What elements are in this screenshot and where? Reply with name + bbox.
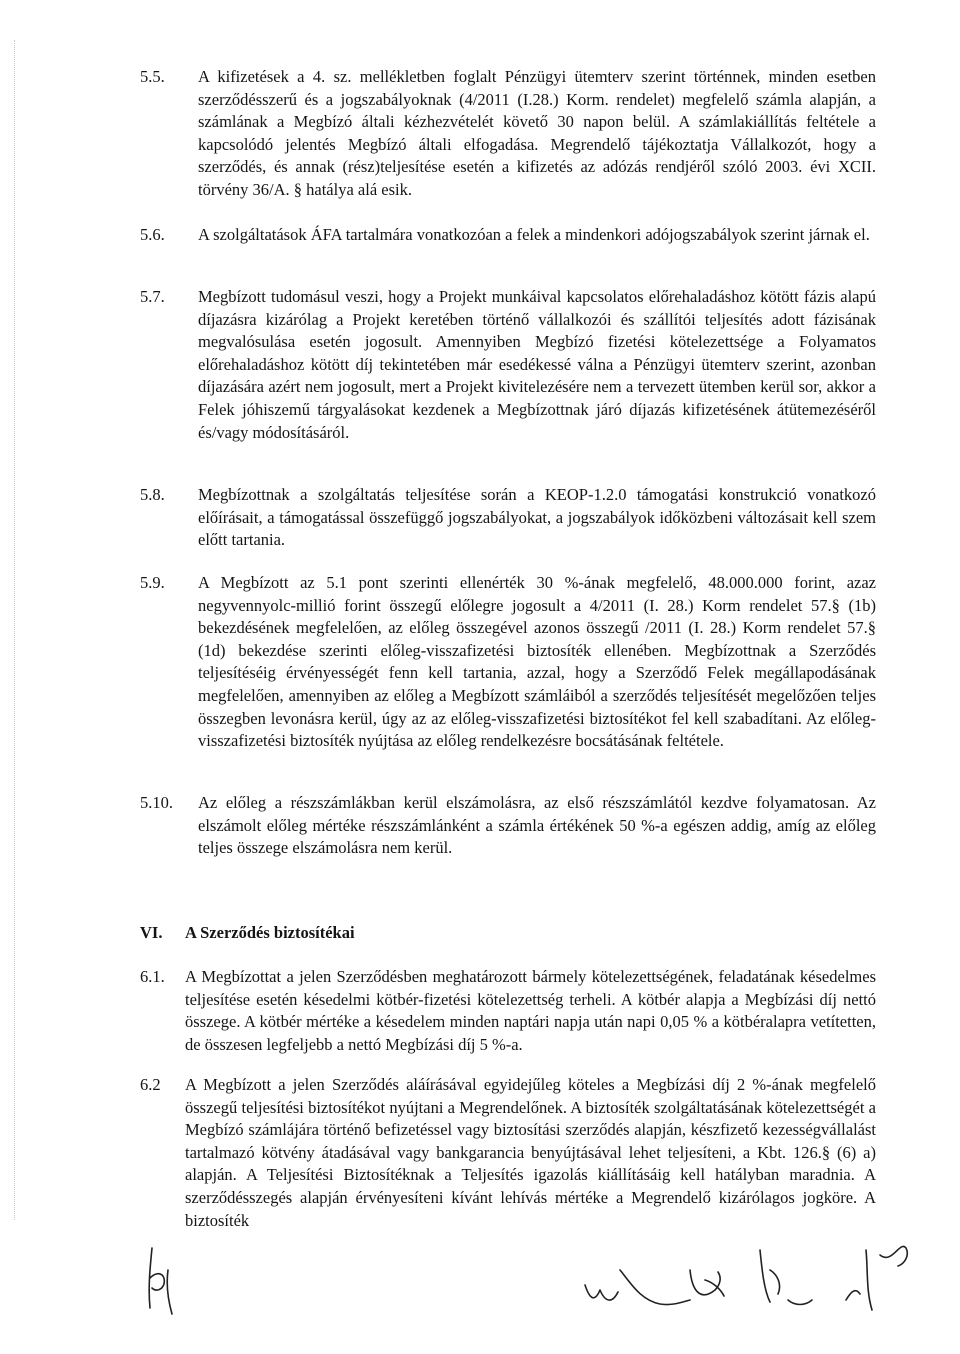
section-vi-heading bbox=[140, 922, 876, 945]
clause-number: 6.1. bbox=[140, 967, 165, 986]
handwritten-initials bbox=[0, 1230, 960, 1354]
initial-center-right bbox=[760, 1250, 812, 1305]
clause-text: A Megbízott az 5.1 pont szerinti ellenérték 30 %-ának megfelelő, 48.000.000 forint, azaz negyvennyolc-millió forint összegű előlegre jogosult a 4/2011 (I. 28.) Korm rendelet 57.§ (1b) bekezdésének megfelelően, az előleg összegével azonos összegű /2011 (I. 28.) Korm rendelet 57.§ (1d) bekezdése szerinti előleg-visszafizetési biztosíték ellenében. Megbízottnak a Szerződés teljesítéséig érvényességét fenn kell tartania, azzal, hogy a Szerződő Felek megállapodásának megfelelően, amennyiben az előleg a Megbízott számláiból a szerződés teljesítését megelőzően teljes összegben levonásra kerül, úgy az az előleg-visszafizetési biztosítékot fel kell szabadítani. Az előleg-visszafizetési biztosíték nyújtása az előleg rendelkezésre bocsátásának feltétele. bbox=[198, 573, 876, 751]
clause-6-2 bbox=[140, 1074, 876, 1232]
clause-text: Megbízottnak a szolgáltatás teljesítése során a KEOP-1.2.0 támogatási konstrukció vonatkozó előírásait, a támogatással összefüggő jogszabályokat, a jogszabályok időközbeni változásait kell szem előtt tartania. bbox=[198, 485, 876, 550]
initials-signatures bbox=[0, 1230, 960, 1354]
clause-5-8 bbox=[140, 484, 876, 552]
clause-number: 5.10. bbox=[140, 793, 173, 812]
initial-center-left bbox=[585, 1270, 690, 1305]
initial-left bbox=[149, 1248, 172, 1314]
clause-number: 5.6. bbox=[140, 225, 165, 244]
clause-number: 5.8. bbox=[140, 485, 165, 504]
clause-5-7 bbox=[140, 286, 876, 444]
clause-5-10 bbox=[140, 792, 876, 860]
clause-text: A Megbízott a jelen Szerződés aláírásával egyidejűleg köteles a Megbízási díj 2 %-ának megfelelő összegű teljesítési biztosítékot nyújtani a Megrendelőnek. A biztosíték szolgáltatásának kötelezettségét a Megbízó számlájára történő befizetéssel vagy biztosítási szerződés alapján, készfizető kezességvállalást tartalmazó kötvény átadásával vagy bankgarancia benyújtásával lehet teljesíteni, a Kbt. 126.§ (6) a) alapján. A Teljesítési Biztosítéknak a Teljesítés igazolás kiállításáig kell hatályban maradnia. A szerződésszegés alapján érvényesíteni kívánt lehívás mértéke a Megrendelő kizárólagos jogköre. A biztosíték bbox=[185, 1075, 876, 1230]
clause-number: 5.9. bbox=[140, 573, 165, 592]
clause-5-6 bbox=[140, 224, 876, 247]
clause-6-1 bbox=[140, 966, 876, 1056]
clause-text: A Megbízottat a jelen Szerződésben meghatározott bármely kötelezettségének, feladatának késedelmes teljesítése esetén késedelmi kötbér-fizetési kötelezettség terheli. A kötbér alapja a Megbízási díj nettó összege. A kötbér mértéke a késedelem minden naptári napja után napi 0,05 % a kötbéralapra vetítetten, de összesen legfeljebb a nettó Megbízási díj 5 %-a. bbox=[185, 967, 876, 1054]
initial-right bbox=[846, 1246, 907, 1310]
clause-number: 5.5. bbox=[140, 67, 165, 86]
clause-text: A szolgáltatások ÁFA tartalmára vonatkozóan a felek a mindenkori adójogszabályok szerint járnak el. bbox=[198, 225, 870, 244]
section-number: VI. bbox=[140, 923, 163, 942]
section-title: A Szerződés biztosítékai bbox=[185, 923, 355, 942]
clause-text: A kifizetések a 4. sz. mellékletben foglalt Pénzügyi ütemterv szerint történnek, minden esetben szerződésszerű és a jogszabályoknak (4/2011 (I.28.) Korm. rendelet) megfelelő számla alapján, a számlának a Megbízó általi kézhezvételét követő 30 napon belül. A számlakiállítás feltétele a kapcsolódó jelentés Megbízó általi elfogadása. Megrendelő tájékoztatja Vállalkozót, hogy a szerződés, és annak (rész)teljesítése esetén a kifizetés az adózás rendjéről szóló 2003. évi XCII. törvény 36/A. § hatálya alá esik. bbox=[198, 67, 876, 199]
clause-5-5 bbox=[140, 66, 876, 202]
scan-margin-line bbox=[14, 40, 15, 1220]
clause-5-9 bbox=[140, 572, 876, 753]
initial-center bbox=[690, 1270, 724, 1296]
clause-number: 6.2 bbox=[140, 1075, 161, 1094]
clause-number: 5.7. bbox=[140, 287, 165, 306]
clause-text: Megbízott tudomásul veszi, hogy a Projekt munkáival kapcsolatos előrehaladáshoz kötött fázis alapú díjazásra kizárólag a Projekt keretében történő vállalkozói és szállítói teljesítés adott fázisának megvalósulása esetén jogosult. Amennyiben Megbízó fizetési kötelezettsége a Folyamatos előrehaladáshoz kötött díj tekintetében már esedékessé válna a Pénzügyi ütemterv szerint, azonban díjazására azért nem jogosult, mert a Projekt kivitelezésére nem a tervezett ütemben kerül sor, akkor a Felek jóhiszemű tárgyalásokat kezdenek a Megbízottnak járó díjazás kifizetésének átütemezéséről és/vagy módosításáról. bbox=[198, 287, 876, 442]
clause-text: Az előleg a részszámlákban kerül elszámolásra, az első részszámlától kezdve folyamatosan. Az elszámolt előleg mértéke részszámlánként a számla értékének 50 %-a egészen addig, amíg az előleg teljes összege elszámolásra nem kerül. bbox=[198, 793, 876, 858]
